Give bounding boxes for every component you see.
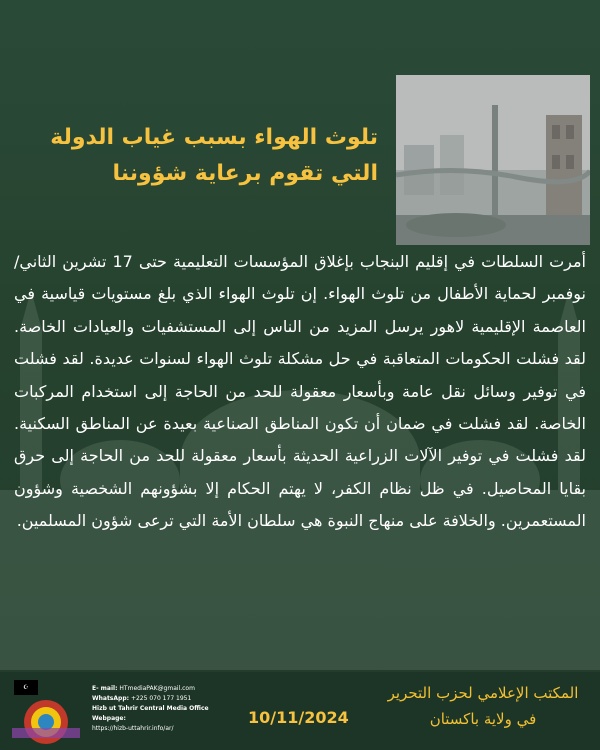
whatsapp-label: WhatsApp:	[92, 695, 130, 702]
smog-city-photo	[396, 75, 590, 245]
whatsapp-row	[92, 694, 242, 704]
publication-date: 10/11/2024	[248, 708, 349, 727]
whatsapp-number[interactable]: +225 070 177 1951	[130, 695, 192, 702]
headline	[18, 120, 378, 192]
email-row	[92, 684, 242, 694]
headline-line-1: تلوث الهواء بسبب غياب الدولة	[50, 125, 378, 150]
headline-line-2: التي تقوم برعاية شؤوننا	[112, 161, 378, 186]
article-body: أمرت السلطات في إقليم البنجاب بإغلاق المؤسسات التعليمية حتى 17 تشرين الثاني/نوفمبر لحماية الأطفال من تلوث الهواء. إن تلوث الهواء الذي بلغ مستويات قياسية في العاصمة الإقليمية لاهور يرسل المزيد من الناس إلى المستشفيات والعيادات الخاصة. لقد فشلت الحكومات المتعاقبة في حل مشكلة تلوث الهواء لسنوات عديدة. لقد فشلت في توفير وسائل نقل عامة وبأسعار معقولة للحد من الحاجة إلى استخدام المركبات الخاصة. لقد فشلت في ضمان أن تكون المناطق الصناعية بعيدة عن المناطق السكنية. لقد فشلت في توفير الآلات الزراعية الحديثة بأسعار معقولة للحد من الحاجة إلى حرق بقايا المحاصيل. في ظل نظام الكفر، لا يهتم الحكام إلا بشؤونهم الشخصية وشؤون المستعمرين. والخلافة على منهاج النبوة هي سلطان الأمة التي ترعى شؤون المسلمين.	[14, 252, 586, 531]
webpage-link[interactable]: https://hizb-uttahrir.info/ar/	[92, 725, 174, 732]
smog-city-illustration	[396, 75, 590, 245]
webpage-label: Hizb ut Tahrir Central Media Office Webpage:	[92, 705, 209, 722]
contact-info	[92, 684, 242, 734]
footer	[0, 672, 600, 750]
media-office-name	[378, 680, 588, 732]
email-label: E- mail:	[92, 685, 118, 692]
office-line-1: المكتب الإعلامي لحزب التحرير	[387, 684, 579, 702]
emblem-logo	[8, 698, 84, 746]
email-link[interactable]: HTmediaPAK@gmail.com	[119, 685, 195, 692]
office-line-2: في ولاية باكستان	[429, 710, 537, 728]
flag-icon: ☪	[14, 680, 38, 695]
